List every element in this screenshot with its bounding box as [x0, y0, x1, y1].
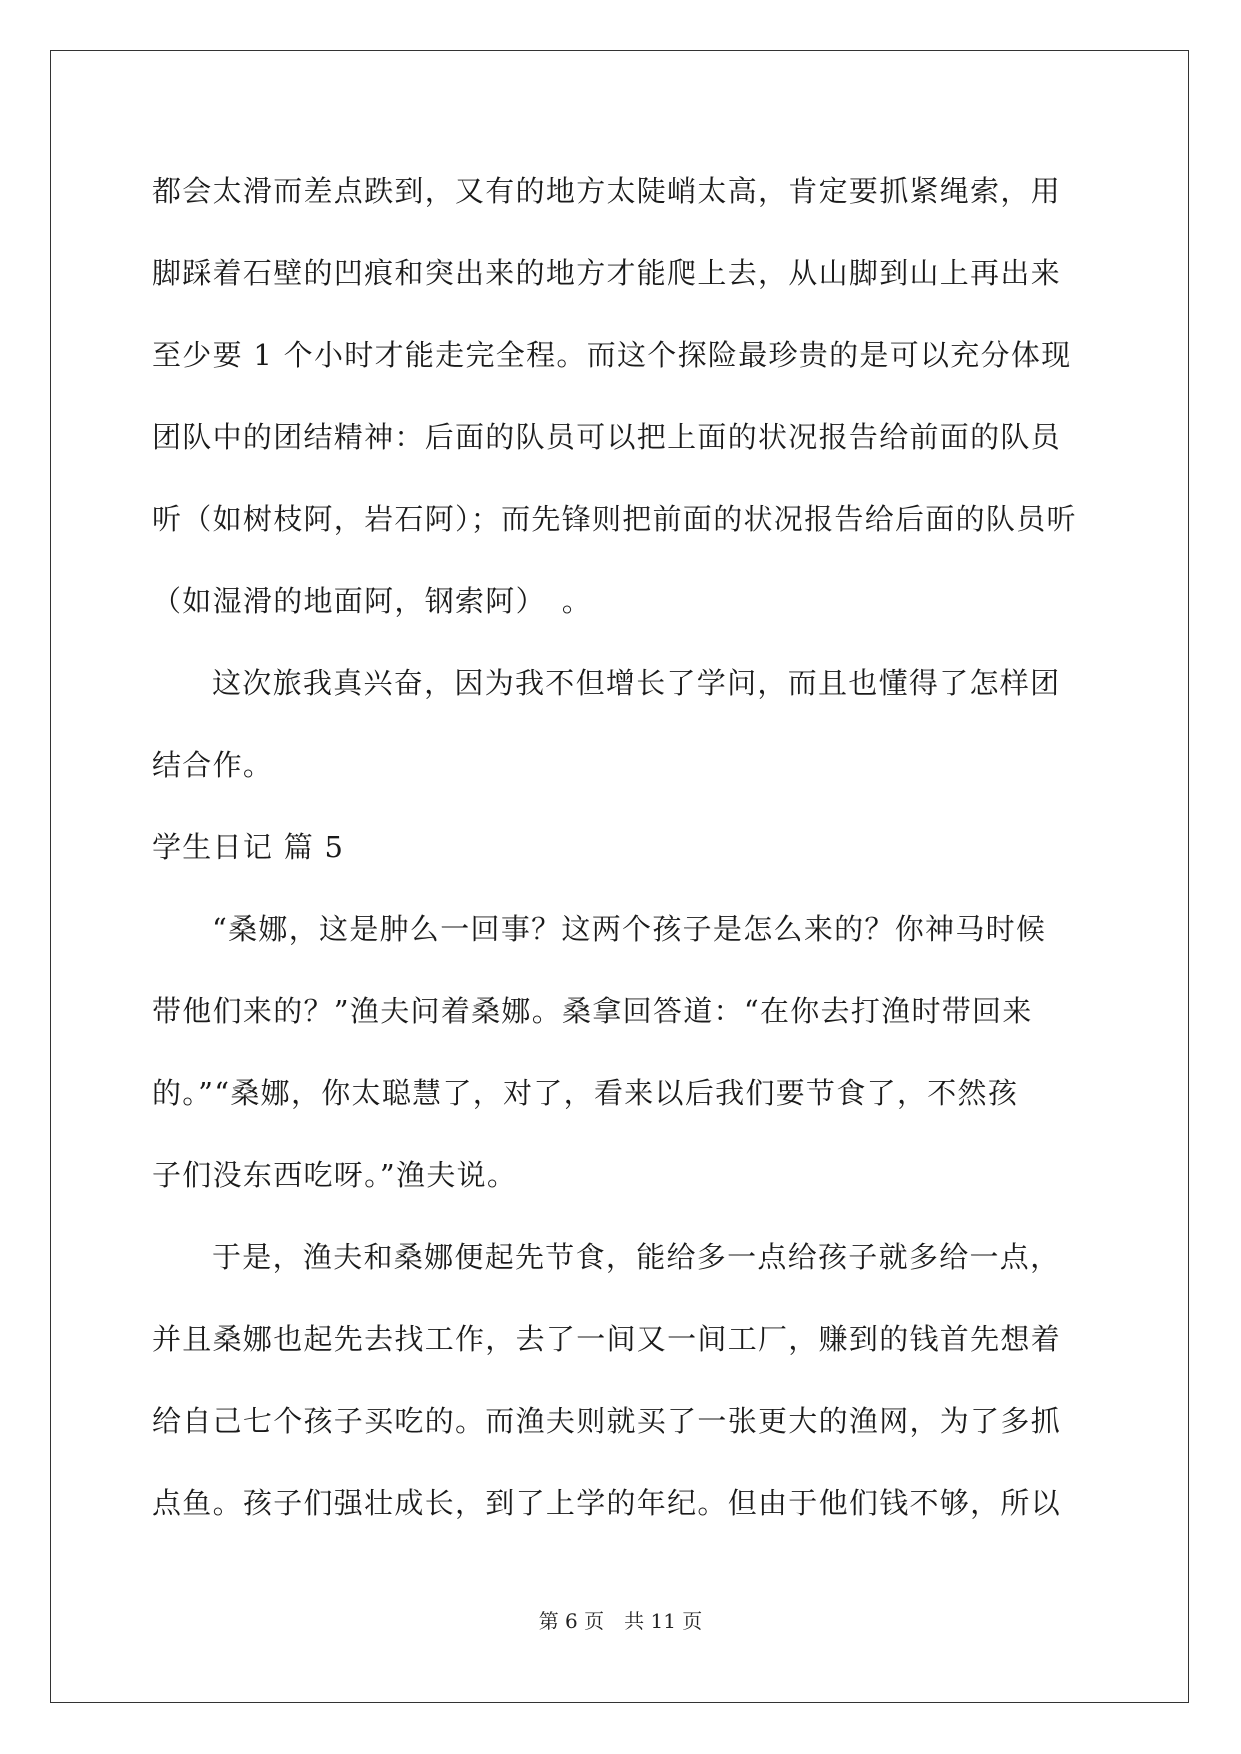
text-line: （如湿滑的地面阿，钢索阿） 。	[152, 584, 593, 618]
text-line: 子们没东西吃呀。”渔夫说。	[152, 1158, 518, 1192]
text-line: 带他们来的？”渔夫问着桑娜。桑拿回答道：“在你去打渔时带回来	[152, 994, 1033, 1028]
text-line: 于是，渔夫和桑娜便起先节食，能给多一点给孩子就多给一点，	[212, 1240, 1061, 1274]
text-line: 的。”“桑娜，你太聪慧了，对了，看来以后我们要节食了，不然孩	[152, 1076, 1019, 1110]
text-line: 结合作。	[152, 748, 274, 782]
text-line: 都会太滑而差点跌到，又有的地方太陡峭太高，肯定要抓紧绳索，用	[152, 174, 1062, 208]
text-line: 听（如树枝阿，岩石阿）；而先锋则把前面的状况报告给后面的队员听	[152, 502, 1077, 536]
page-number: 第 6 页 共 11 页	[538, 1609, 703, 1633]
text-line: 给自己七个孩子买吃的。而渔夫则就买了一张更大的渔网，为了多抓	[152, 1404, 1062, 1438]
document-body	[152, 165, 1092, 1559]
text-line: 团队中的团结精神：后面的队员可以把上面的状况报告给前面的队员	[152, 420, 1062, 454]
text-line: 至少要 1 个小时才能走完全程。而这个探险最珍贵的是可以充分体现	[152, 338, 1072, 372]
text-line: 这次旅我真兴奋，因为我不但增长了学问，而且也懂得了怎样团	[212, 666, 1061, 700]
text-line: “桑娜，这是肿么一回事？这两个孩子是怎么来的？你神马时候	[212, 912, 1047, 946]
text-line: 并且桑娜也起先去找工作，去了一间又一间工厂，赚到的钱首先想着	[152, 1322, 1062, 1356]
text-line: 点鱼。孩子们强壮成长，到了上学的年纪。但由于他们钱不够，所以	[152, 1486, 1062, 1520]
text-line: 脚踩着石壁的凹痕和突出来的地方才能爬上去，从山脚到山上再出来	[152, 256, 1062, 290]
section-heading: 学生日记 篇 5	[152, 830, 345, 864]
